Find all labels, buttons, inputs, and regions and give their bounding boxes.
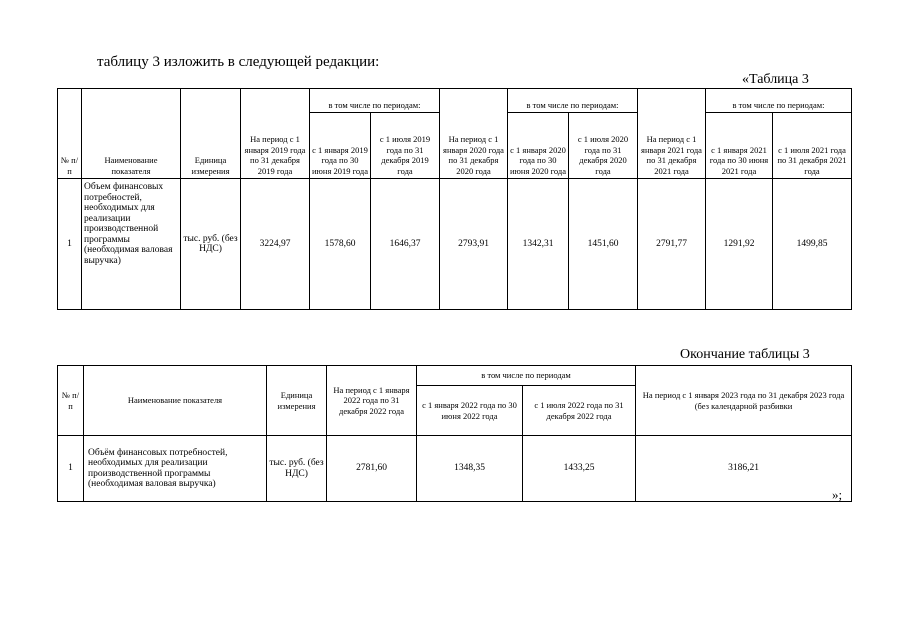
t2-row-num: 1 <box>58 436 84 502</box>
value-h1-2019: 1578,60 <box>310 179 371 310</box>
table2-caption: Окончание таблицы 3 <box>680 347 810 362</box>
row-num: 1 <box>58 179 82 310</box>
closing-quote: »; <box>832 487 843 502</box>
table-row <box>58 436 852 502</box>
value-period-2019: 3224,97 <box>241 179 310 310</box>
intro-text: таблицу 3 изложить в следующей редакции: <box>97 54 380 70</box>
incl-2020-header: в том числе по периодам: <box>508 89 638 113</box>
col-unit-header: Единица измерения <box>181 89 241 179</box>
h2-2020-header: с 1 июля 2020 года по 31 декабря 2020 года <box>569 113 638 179</box>
row-name: Объем финансовых потребностей, необходимых для реализации производственной программы (необходимая валовая выручка) <box>82 179 181 310</box>
col-period-2019-header: На период с 1 января 2019 года по 31 декабря 2019 года <box>241 89 310 179</box>
t2-row-name: Объём финансовых потребностей, необходимых для реализации производственной программы (необходимая валовая выручка) <box>84 436 267 502</box>
incl-2021-header: в том числе по периодам: <box>706 89 852 113</box>
col-num-header: № п/ п <box>58 89 82 179</box>
h1-2022-header: с 1 января 2022 года по 30 июня 2022 года <box>417 386 523 436</box>
col-period-2022-header: На период с 1 января 2022 года по 31 декабря 2022 года <box>327 366 417 436</box>
value-period-2021: 2791,77 <box>638 179 706 310</box>
h2-2019-header: с 1 июля 2019 года по 31 декабря 2019 года <box>371 113 440 179</box>
value-period-2020: 2793,91 <box>440 179 508 310</box>
col-period-2020-header: На период с 1 января 2020 года по 31 декабря 2020 года <box>440 89 508 179</box>
value-period-2022: 2781,60 <box>327 436 417 502</box>
value-period-2023: 3186,21 <box>636 436 852 502</box>
value-h1-2021: 1291,92 <box>706 179 773 310</box>
t2-col-name-header: Наименование показателя <box>84 366 267 436</box>
table-row <box>58 179 852 310</box>
value-h1-2022: 1348,35 <box>417 436 523 502</box>
h1-2019-header: с 1 января 2019 года по 30 июня 2019 года <box>310 113 371 179</box>
incl-2019-header: в том числе по периодам: <box>310 89 440 113</box>
table1-caption: «Таблица 3 <box>742 72 809 87</box>
table2 <box>57 365 852 502</box>
h1-2020-header: с 1 января 2020 года по 30 июня 2020 года <box>508 113 569 179</box>
h2-2022-header: с 1 июля 2022 года по 31 декабря 2022 года <box>523 386 636 436</box>
table1 <box>57 88 852 310</box>
row-unit: тыс. руб. (без НДС) <box>181 179 241 310</box>
value-h2-2020: 1451,60 <box>569 179 638 310</box>
value-h2-2019: 1646,37 <box>371 179 440 310</box>
value-h1-2020: 1342,31 <box>508 179 569 310</box>
t2-col-num-header: № п/п <box>58 366 84 436</box>
col-period-2023-header: На период с 1 января 2023 года по 31 декабря 2023 года (без календарной разбивки <box>636 366 852 436</box>
t2-row-unit: тыс. руб. (без НДС) <box>267 436 327 502</box>
col-name-header: Наименование показателя <box>82 89 181 179</box>
col-period-2021-header: На период с 1 января 2021 года по 31 декабря 2021 года <box>638 89 706 179</box>
incl-2022-header: в том числе по периодам <box>417 366 636 386</box>
value-h2-2021: 1499,85 <box>773 179 852 310</box>
h2-2021-header: с 1 июля 2021 года по 31 декабря 2021 года <box>773 113 852 179</box>
value-h2-2022: 1433,25 <box>523 436 636 502</box>
h1-2021-header: с 1 января 2021 года по 30 июня 2021 года <box>706 113 773 179</box>
t2-col-unit-header: Единица измерения <box>267 366 327 436</box>
